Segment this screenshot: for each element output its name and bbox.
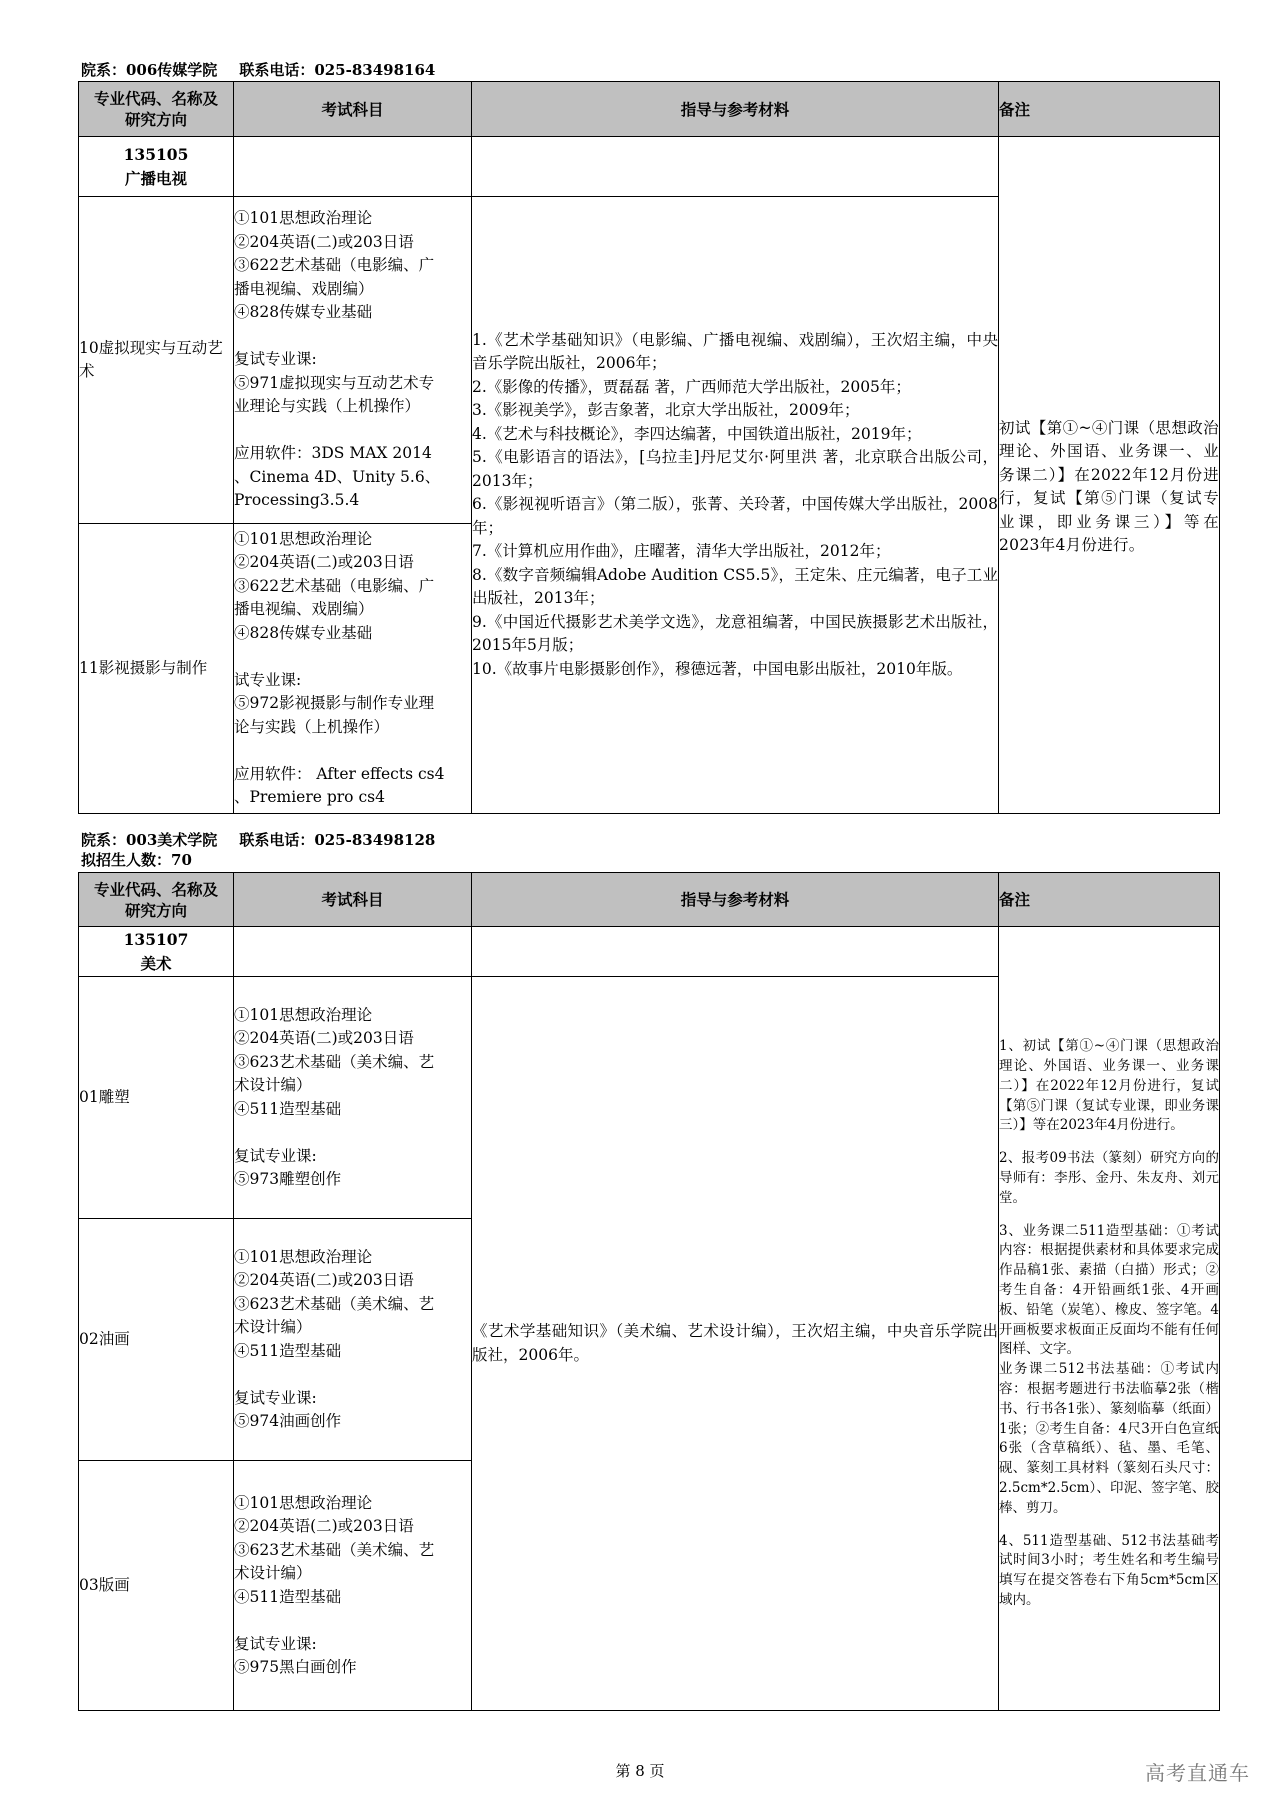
subject-line: ③622艺术基础（电影编、广 <box>234 256 435 275</box>
subject-line: 、Premiere pro cs4 <box>234 788 385 806</box>
subject-line: ②204英语(二)或203日语 <box>234 553 414 571</box>
major-name: 美术 <box>140 953 172 973</box>
subject-line: 播电视编、戏剧编） <box>234 279 374 298</box>
notes-cell <box>999 137 1220 814</box>
subject-line: 试专业课: <box>234 670 302 689</box>
subject-line: ④511造型基础 <box>234 1341 342 1360</box>
major-cell <box>79 927 234 977</box>
subject-line: ③623艺术基础（美术编、艺 <box>234 1540 435 1559</box>
subjects-cell <box>234 977 472 1219</box>
ref-item: 10.《故事片电影摄影创作》，穆德远著，中国电影出版社，2010年版。 <box>472 659 963 678</box>
direction-name: 11影视摄影与制作 <box>79 524 234 814</box>
ref-item: 4.《艺术与科技概论》，李四达编著，中国铁道出版社，2019年； <box>472 424 922 443</box>
ref-item: 2.《影像的传播》，贾磊磊 著，广西师范大学出版社，2005年； <box>472 377 911 396</box>
header-notes: 备注 <box>999 873 1220 927</box>
subject-line: 业理论与实践（上机操作） <box>234 397 421 416</box>
subject-line: ①101思想政治理论 <box>234 209 373 228</box>
subject-line: Processing3.5.4 <box>234 491 360 510</box>
subject-line: ①101思想政治理论 <box>234 1493 373 1512</box>
subject-line: ⑤975黑白画创作 <box>234 1658 357 1676</box>
subjects-cell <box>234 524 472 814</box>
ref-item: 9.《中国近代摄影艺术美学文选》，龙意祖编著，中国民族摄影艺术出版社，2015年5月版； <box>472 612 998 655</box>
subjects-cell <box>234 197 472 524</box>
section2-quota: 拟招生人数：70 <box>81 851 192 869</box>
section1-table <box>78 81 1220 814</box>
section1-phone: 联系电话：025-83498164 <box>239 61 436 79</box>
note-item: 业务课二512书法基础：①考试内容：根据考题进行书法临摹2张（楷书、行书各1张）、篆刻临摹（纸面）1张；②考生自备：4尺3开白色宣纸6张（含草稿纸）、毡、墨、毛笔、砚、篆刻工具材料（篆刻石头尺寸：2.5cm*2.5cm）、印泥、签字笔、胶棒、剪刀。 <box>999 1361 1219 1516</box>
major-row <box>79 927 1220 977</box>
subject-line: 复试专业课: <box>234 350 317 369</box>
subject-line: ⑤971虚拟现实与互动艺术专 <box>234 373 435 392</box>
ref-item: 7.《计算机应用作曲》，庄曜著，清华大学出版社，2012年； <box>472 542 891 561</box>
header-refs: 指导与参考材料 <box>472 873 999 927</box>
refs-cell <box>472 197 999 814</box>
header-refs: 指导与参考材料 <box>472 82 999 137</box>
subject-line: 术设计编） <box>234 1318 312 1336</box>
note-item: 1、初试【第①~④门课（思想政治理论、外国语、业务课一、业务课二）】在2022年12月份进行，复试【第⑤门课（复试专业课，即业务课三）】等在2023年4月份进行。 <box>999 1038 1219 1134</box>
subject-line: ⑤972影视摄影与制作专业理 <box>234 694 435 712</box>
subject-line: ③622艺术基础（电影编、广 <box>234 576 435 595</box>
subject-line: 复试专业课: <box>234 1634 317 1653</box>
major-code: 135107 <box>123 930 189 949</box>
subject-line: ④828传媒专业基础 <box>234 623 373 642</box>
subject-line: ②204英语(二)或203日语 <box>234 1271 414 1289</box>
subject-line: ①101思想政治理论 <box>234 529 373 548</box>
refs-cell <box>472 977 999 1711</box>
subject-line: ⑤973雕塑创作 <box>234 1170 342 1188</box>
ref-item: 《艺术学基础知识》（美术编、艺术设计编），王次炤主编，中央音乐学院出版社，2006年。 <box>472 1322 998 1364</box>
major-row <box>79 137 1220 197</box>
ref-item: 8.《数字音频编辑Adobe Audition CS5.5》，王定朱、庄元编著，电子工业出版社，2013年； <box>472 565 998 608</box>
header-notes: 备注 <box>999 82 1220 137</box>
header-subjects: 考试科目 <box>234 82 472 137</box>
subject-line: 论与实践（上机操作） <box>234 717 390 736</box>
subject-line: 术设计编） <box>234 1564 312 1582</box>
subject-line: 播电视编、戏剧编） <box>234 600 374 618</box>
subjects-cell <box>234 1461 472 1711</box>
note-item: 3、业务课二511造型基础：①考试内容：根据提供素材和具体要求完成作品稿1张、素描（白描）形式；②考生自备：4开铅画纸1张、4开画板、铅笔（炭笔）、橡皮、签字笔。4开画板要求板面正反面均不能有任何图样、文字。 <box>999 1222 1219 1358</box>
notes-cell <box>999 927 1220 1711</box>
section2-dept: 院系：003美术学院 <box>81 831 218 849</box>
section2-table <box>78 872 1220 1711</box>
note-item: 2、报考09书法（篆刻）研究方向的导师有：李彤、金丹、朱友舟、刘元堂。 <box>999 1150 1219 1206</box>
subject-line: ②204英语(二)或203日语 <box>234 1029 414 1047</box>
ref-item: 6.《影视视听语言》（第二版），张菁、关玲著，中国传媒大学出版社，2008年； <box>472 495 998 537</box>
subject-line: 术设计编） <box>234 1076 312 1094</box>
major-name: 广播电视 <box>124 168 187 188</box>
header-subjects: 考试科目 <box>234 873 472 927</box>
subject-line: ④511造型基础 <box>234 1099 342 1118</box>
note-text: 初试【第①~④门课（思想政治理论、外国语、业务课一、业务课二）】在2022年12月份进行，复试【第⑤门课（复试专业课，即业务课三）】等在2023年4月份进行。 <box>999 418 1219 554</box>
subject-line: ②204英语(二)或203日语 <box>234 232 414 251</box>
header-code: 专业代码、名称及研究方向 <box>79 873 234 927</box>
direction-name: 03版画 <box>79 1461 234 1711</box>
subjects-cell <box>234 1219 472 1461</box>
header-code: 专业代码、名称及研究方向 <box>79 82 234 137</box>
ref-item: 1.《艺术学基础知识》（电影编、广播电视编、戏剧编），王次炤主编，中央音乐学院出版社，2006年； <box>472 330 998 373</box>
page-number: 第 8 页 <box>615 1762 665 1780</box>
table-header-row <box>79 82 1220 137</box>
subject-line: ④511造型基础 <box>234 1587 342 1606</box>
subject-line: 应用软件： After effects cs4 <box>234 764 445 783</box>
direction-name: 10虚拟现实与互动艺术 <box>79 197 234 524</box>
subject-line: 复试专业课: <box>234 1388 317 1407</box>
ref-item: 3.《影视美学》，彭吉象著，北京大学出版社，2009年； <box>472 401 860 420</box>
subject-line: ③623艺术基础（美术编、艺 <box>234 1294 435 1313</box>
subject-line: 复试专业课: <box>234 1146 317 1165</box>
notes-list <box>999 1013 1219 1611</box>
subject-line: ①101思想政治理论 <box>234 1247 373 1266</box>
section1-dept: 院系：006传媒学院 <box>81 61 218 79</box>
direction-name: 01雕塑 <box>79 977 234 1219</box>
subject-line: ④828传媒专业基础 <box>234 303 373 322</box>
subject-line: 、Cinema 4D、Unity 5.6、 <box>234 467 441 486</box>
table-header-row <box>79 873 1220 927</box>
subject-line: ③623艺术基础（美术编、艺 <box>234 1052 435 1071</box>
section2-phone: 联系电话：025-83498128 <box>239 831 436 849</box>
subject-line: 应用软件：3DS MAX 2014 <box>234 444 432 463</box>
subject-line: ①101思想政治理论 <box>234 1005 373 1024</box>
direction-name: 02油画 <box>79 1219 234 1461</box>
major-code: 135105 <box>123 145 189 164</box>
ref-item: 5.《电影语言的语法》，[乌拉圭]丹尼艾尔·阿里洪 著，北京联合出版公司，2013年； <box>472 448 998 490</box>
major-cell <box>79 137 234 197</box>
section1-header <box>81 61 435 79</box>
section2-header <box>81 831 435 849</box>
subject-line: ②204英语(二)或203日语 <box>234 1517 414 1535</box>
watermark: 高考直通车 <box>1145 1761 1250 1785</box>
subject-line: ⑤974油画创作 <box>234 1412 342 1430</box>
note-item: 4、511造型基础、512书法基础考试时间3小时；考生姓名和考生编号填写在提交答卷右下角5cm*5cm区域内。 <box>999 1532 1219 1608</box>
